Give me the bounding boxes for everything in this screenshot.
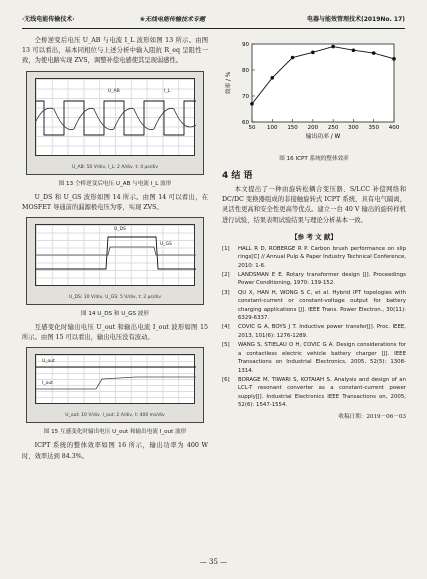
reference-text: QU X, HAN H, WONG S C, et al. Hybrid IPT topologies with constant-current or constant-voltage output for battery charging applications [J]. IEEE Trans. Power Electron., 30(11): 6329-6337. <box>238 289 406 322</box>
reference-number: [3] <box>222 289 230 296</box>
scope-screen <box>35 354 195 404</box>
reference-text: COVIC G A, BOYS J T. Inductive power transfer[J]. Proc. IEEE, 2013, 101(6): 1276-1289. <box>238 324 406 339</box>
label-uab: U_AB <box>108 88 120 94</box>
header-right: 电器与能效管理技术(2019No. 17) <box>306 16 405 23</box>
reference-item <box>222 376 406 410</box>
reference-text: BORAGE M, TIWARI S, KOTAIAH S. Analysis and design of an LCL-T resonant converter as a constant-current power supply[J]. Industrial Electronics IEEE Transactions on, 2005, 52(6): 1547-1554. <box>238 376 406 409</box>
label-uout: U_out <box>42 359 55 365</box>
reference-number: [4] <box>222 324 230 331</box>
scope-footer: U_out: 10 V/div, I_out: 2 A/div, t: 400 ms/div <box>65 413 165 419</box>
x-tick-label: 400 <box>388 125 400 131</box>
efficiency-data-point <box>331 45 335 49</box>
paragraph-fig15-intro: 互感变化时输出电压 U_out 和输出电流 I_out 波形如图 15 所示。由图 15 可以看出，输出电压没有波动。 <box>22 324 208 342</box>
section-title: 4 结 语 <box>222 171 253 181</box>
x-tick-label: 300 <box>348 125 359 131</box>
paragraph-fig13-intro: 仝桥逆变后电压 U_AB 与电流 I_L 波形如图 13 所示。由图 13 可以看出，基本同相位与上述分析中输入阻抗 R_eq 呈阻性一致，为使电路实现 ZVS，调整补偿电感使其呈现弱感性。 <box>22 37 208 65</box>
waveform-uds-ugs <box>36 225 196 287</box>
x-tick-label: 200 <box>307 125 319 131</box>
header-rule <box>22 28 405 29</box>
waveform-uout-iout <box>36 355 196 405</box>
reference-list <box>222 245 406 410</box>
figure-15-oscilloscope <box>26 347 204 423</box>
label-uds: U_DS <box>114 227 126 233</box>
y-tick-label: 60 <box>242 120 249 126</box>
efficiency-data-point <box>392 57 396 61</box>
x-tick-label: 100 <box>267 125 278 131</box>
reference-item <box>222 341 406 375</box>
x-tick-label: 150 <box>287 125 298 131</box>
plot-area <box>252 44 394 122</box>
reference-number: [6] <box>222 376 230 383</box>
efficiency-data-point <box>352 48 356 52</box>
ugs-trace <box>36 247 196 255</box>
y-axis-label: 效率 / % <box>226 71 232 95</box>
scope-screen <box>35 78 195 156</box>
reference-item <box>222 245 406 270</box>
efficiency-data-point <box>270 76 274 80</box>
label-iout: I_out <box>42 381 53 387</box>
header-left: ·无线电能传输技术· <box>22 16 75 23</box>
label-il: I_L <box>164 88 171 94</box>
x-tick-label: 350 <box>368 125 379 131</box>
references-heading: 【参 考 文 献】 <box>291 232 337 241</box>
x-tick-label: 250 <box>327 125 339 131</box>
reference-number: [5] <box>222 342 230 349</box>
efficiency-data-point <box>311 51 315 55</box>
scope-footer: U_DS: 10 V/div, U_GS: 5 V/div, t: 2 μs/div <box>68 295 162 301</box>
x-axis-label: 输出功率 / W <box>305 134 341 140</box>
reference-item <box>222 323 406 340</box>
paragraph-fig16-intro: ICPT 系统的整体效率如图 16 所示，输出功率为 400 W 时，效率达到 84.3%。 <box>22 442 208 460</box>
received-date: 收稿日期：2019－06－03 <box>338 413 406 420</box>
efficiency-data-point <box>250 102 254 106</box>
y-tick-label: 90 <box>242 42 249 48</box>
figure-16-efficiency-chart <box>222 36 406 146</box>
reference-item <box>222 271 406 288</box>
efficiency-data-point <box>372 51 376 55</box>
right-column <box>222 36 406 420</box>
figure-16-caption: 图 16 ICPT 系统的整体效率 <box>279 156 349 162</box>
uds-trace <box>36 237 196 269</box>
figure-14-caption: 图 14 U_DS 和 U_GS 波形 <box>81 311 149 318</box>
current-sine-trace <box>36 108 196 129</box>
left-column <box>22 36 208 462</box>
reference-item <box>222 289 406 323</box>
figure-13-oscilloscope <box>26 71 204 175</box>
paragraph-fig14-intro: U_DS 和 U_GS 波形如图 14 所示。由图 14 可以看出，在 MOSFET 导通前的漏源极电压为零，实现 ZVS。 <box>22 193 208 211</box>
figure-13-caption: 图 13 仝桥逆变后电压 U_AB 与电流 I_L 波形 <box>58 180 172 187</box>
iout-trace <box>36 377 196 389</box>
figure-15-caption: 图 15 互感变化时输出电压 U_out 和输出电流 I_out 波形 <box>43 429 187 436</box>
x-tick-label: 50 <box>248 125 256 131</box>
scope-screen <box>35 224 195 286</box>
figure-14-oscilloscope <box>26 217 204 305</box>
y-tick-label: 80 <box>242 68 249 74</box>
reference-text: HALL R D, ROBERGE R P. Carbon brush performance on slip rings[C] // Annual Pulp & Paper Industry Technical Conference, 2010: 1-6. <box>238 245 406 269</box>
reference-number: [2] <box>222 272 230 279</box>
header-center: ❀无线电能传输技术专题 <box>140 16 206 23</box>
label-ugs: U_GS <box>160 242 172 248</box>
reference-text: LANDSMAN E E. Rotary transformer design [J]. Proceedings Power Conditioning, 1970: 139-152. <box>238 272 406 287</box>
conclusion-paragraph: 本文提出了一种由旋转松耦合变压器、S/LCC 补偿网络和 DC/DC 变换器组成的非接触旋转式 ICPT 系统，具有电气隔离，灵活性更高和安全性更高等优点。建立一台 40 V 输出的旋转样机进行试验，结果表明试验结果与理论分析基本一致。 <box>222 186 406 224</box>
y-tick-label: 70 <box>242 94 249 100</box>
scope-footer: U_AB: 50 V/div, I_L: 2 A/div, t: 4 μs/div <box>71 164 159 170</box>
running-header <box>22 12 405 26</box>
reference-text: WANG S, STIELAU O H, COVIC G A. Design considerations for a contactless electric vehicle battery charger [J]. IEEE Transactions on Industrial Electronics, 2005, 52(5): 1308-1314. <box>238 342 406 374</box>
efficiency-data-point <box>291 56 295 60</box>
square-wave-trace <box>36 101 196 135</box>
reference-number: [1] <box>222 245 230 252</box>
page-number: — 35 — <box>199 558 228 566</box>
